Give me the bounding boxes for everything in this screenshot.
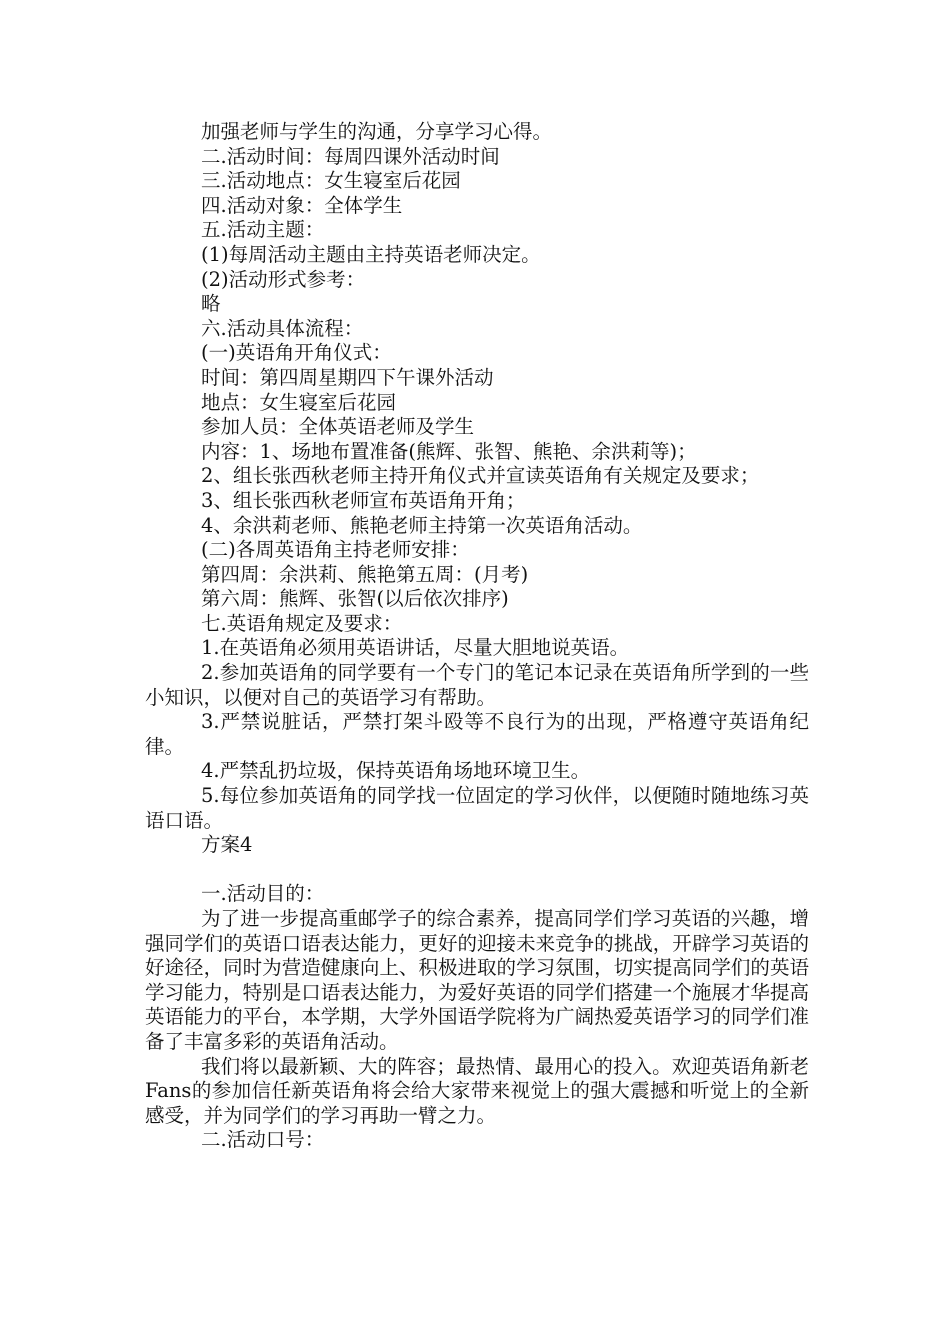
paragraph: (二)各周英语角主持老师安排： [201,538,470,562]
paragraph: 时间：第四周星期四下午课外活动 [201,365,494,389]
paragraph: (1)每周活动主题由主持英语老师决定。 [201,242,541,266]
paragraph: 加强老师与学生的沟通，分享学习心得。 [201,120,553,143]
paragraph: 六.活动具体流程： [201,316,364,340]
paragraph: 地点：女生寝室后花园 [201,390,397,414]
paragraph: 2.参加英语角的同学要有一个专门的笔记本记录在英语角所学到的一些小知识，以便对自己的英语学习有帮助。 [145,661,809,709]
paragraph: 3、组长张西秋老师宣布英语角开角； [201,488,526,512]
paragraph: 4、余洪莉老师、熊艳老师主持第一次英语角活动。 [201,513,643,537]
paragraph: 二.活动口号： [201,1128,325,1152]
paragraph: 三.活动地点：女生寝室后花园 [201,169,461,193]
paragraph: 内容：1、场地布置准备(熊辉、张智、熊艳、余洪莉等)； [201,439,697,463]
paragraph: 3.严禁说脏话，严禁打架斗殴等不良行为的出现，严格遵守英语角纪律。 [145,710,809,758]
paragraph: 略 [201,292,221,316]
paragraph: 2、组长张西秋老师主持开角仪式并宣读英语角有关规定及要求； [201,464,760,488]
paragraph: 四.活动对象：全体学生 [201,193,403,217]
paragraph: 七.英语角规定及要求： [201,611,403,635]
paragraph: 第四周：余洪莉、熊艳第五周：(月考) [201,562,529,586]
paragraph: (一)英语角开角仪式： [201,341,392,365]
document-body [145,120,809,1153]
blank-line [145,858,809,883]
paragraph: 我们将以最新颖、大的阵容；最热情、最用心的投入。欢迎英语角新老Fans的参加信任新英语角将会给大家带来视觉上的强大震撼和听觉上的全新感受，并为同学们的学习再助一臂之力。 [145,1054,809,1127]
paragraph: 二.活动时间：每周四课外活动时间 [201,144,500,168]
paragraph: 为了进一步提高重邮学子的综合素养，提高同学们学习英语的兴趣，增强同学们的英语口语表达能力，更好的迎接未来竞争的挑战，开辟学习英语的好途径，同时为营造健康向上、积极进取的学习氛围，切实提高同学们的英语学习能力，特别是口语表达能力，为爱好英语的同学们搭建一个施展才华提高英语能力的平台，本学期，大学外国语学院将为广阔热爱英语学习的同学们准备了丰富多彩的英语角活动。 [145,907,809,1053]
paragraph: 5.每位参加英语角的同学找一位固定的学习伙伴，以便随时随地练习英语口语。 [145,784,809,832]
paragraph: 参加人员：全体英语老师及学生 [201,415,475,439]
paragraph: (2)活动形式参考： [201,267,366,291]
section-heading: 方案4 [201,833,253,857]
paragraph: 1.在英语角必须用英语讲话，尽量大胆地说英语。 [201,636,630,660]
paragraph: 4.严禁乱扔垃圾，保持英语角场地环境卫生。 [201,759,591,783]
paragraph: 一.活动目的： [201,882,325,906]
paragraph: 五.活动主题： [201,218,325,242]
paragraph: 第六周：熊辉、张智(以后依次排序) [201,587,509,611]
